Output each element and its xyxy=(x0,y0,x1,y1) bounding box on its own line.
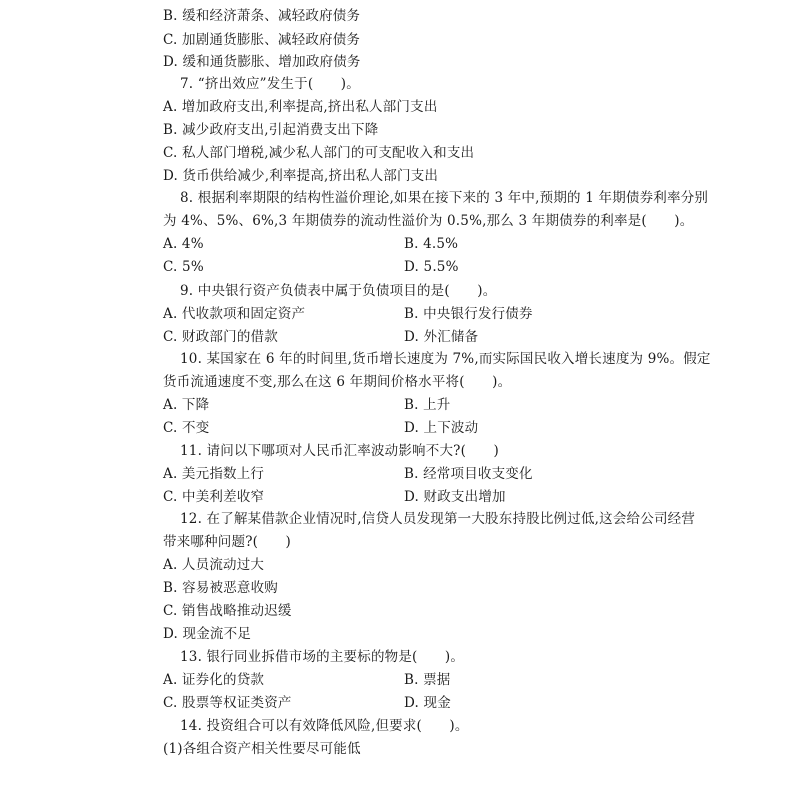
q6-option-c: C. 加剧通货膨胀、减轻政府债务 xyxy=(163,32,361,48)
q13-option-a: A. 证券化的贷款 xyxy=(163,672,265,688)
q13-stem: 13. 银行同业拆借市场的主要标的物是( )。 xyxy=(180,649,465,665)
q14-condition-1: (1)各组合资产相关性要尽可能低 xyxy=(163,741,361,757)
q13-option-c: C. 股票等权证类资产 xyxy=(163,695,292,711)
q7-option-c: C. 私人部门增税,减少私人部门的可支配收入和支出 xyxy=(163,145,475,161)
q13-option-b: B. 票据 xyxy=(404,672,451,688)
q12-option-c: C. 销售战略推动迟缓 xyxy=(163,603,292,619)
q8-option-c: C. 5% xyxy=(163,259,204,275)
q8-option-d: D. 5.5% xyxy=(404,259,459,275)
q6-option-d: D. 缓和通货膨胀、增加政府债务 xyxy=(163,54,361,70)
q9-option-a: A. 代收款项和固定资产 xyxy=(163,306,306,322)
q10-stem-line1: 10. 某国家在 6 年的时间里,货币增长速度为 7%,而实际国民收入增长速度为 9%。假定 xyxy=(180,351,711,367)
q10-option-b: B. 上升 xyxy=(404,397,451,413)
q7-option-a: A. 增加政府支出,利率提高,挤出私人部门支出 xyxy=(163,99,438,115)
q10-option-d: D. 上下波动 xyxy=(404,420,479,436)
q9-option-b: B. 中央银行发行债券 xyxy=(404,306,533,322)
q10-option-a: A. 下降 xyxy=(163,397,210,413)
q7-option-d: D. 货币供给减少,利率提高,挤出私人部门支出 xyxy=(163,168,439,184)
q11-option-d: D. 财政支出增加 xyxy=(404,489,506,505)
q12-option-b: B. 容易被恶意收购 xyxy=(163,580,279,596)
q7-stem: 7. “挤出效应”发生于( )。 xyxy=(180,76,360,92)
q8-option-a: A. 4% xyxy=(163,236,204,252)
q13-option-d: D. 现金 xyxy=(404,695,451,711)
q14-stem: 14. 投资组合可以有效降低风险,但要求( )。 xyxy=(180,718,469,734)
q12-stem-line2: 带来哪种问题?( ) xyxy=(163,534,291,550)
q11-option-b: B. 经常项目收支变化 xyxy=(404,466,533,482)
q9-option-d: D. 外汇储备 xyxy=(404,329,479,345)
q9-stem: 9. 中央银行资产负债表中属于负债项目的是( )。 xyxy=(180,283,497,299)
q9-option-c: C. 财政部门的借款 xyxy=(163,329,278,345)
q12-stem-line1: 12. 在了解某借款企业情况时,信贷人员发现第一大股东持股比例过低,这会给公司经营 xyxy=(180,511,696,527)
q11-option-c: C. 中美利差收窄 xyxy=(163,489,265,505)
q11-stem: 11. 请问以下哪项对人民币汇率波动影响不大?( ) xyxy=(180,443,499,459)
q8-stem-line2: 为 4%、5%、6%,3 年期债券的流动性溢价为 0.5%,那么 3 年期债券的利率是( )。 xyxy=(163,213,694,229)
q11-option-a: A. 美元指数上行 xyxy=(163,466,265,482)
q6-option-b: B. 缓和经济萧条、减轻政府债务 xyxy=(163,8,361,24)
q10-option-c: C. 不变 xyxy=(163,420,210,436)
q10-stem-line2: 货币流通速度不变,那么在这 6 年期间价格水平将( )。 xyxy=(163,374,512,390)
q8-option-b: B. 4.5% xyxy=(404,236,459,252)
q12-option-a: A. 人员流动过大 xyxy=(163,557,265,573)
q8-stem-line1: 8. 根据利率期限的结构性溢价理论,如果在接下来的 3 年中,预期的 1 年期债券利率分别 xyxy=(180,190,709,206)
q7-option-b: B. 减少政府支出,引起消费支出下降 xyxy=(163,122,379,138)
q12-option-d: D. 现金流不足 xyxy=(163,626,252,642)
